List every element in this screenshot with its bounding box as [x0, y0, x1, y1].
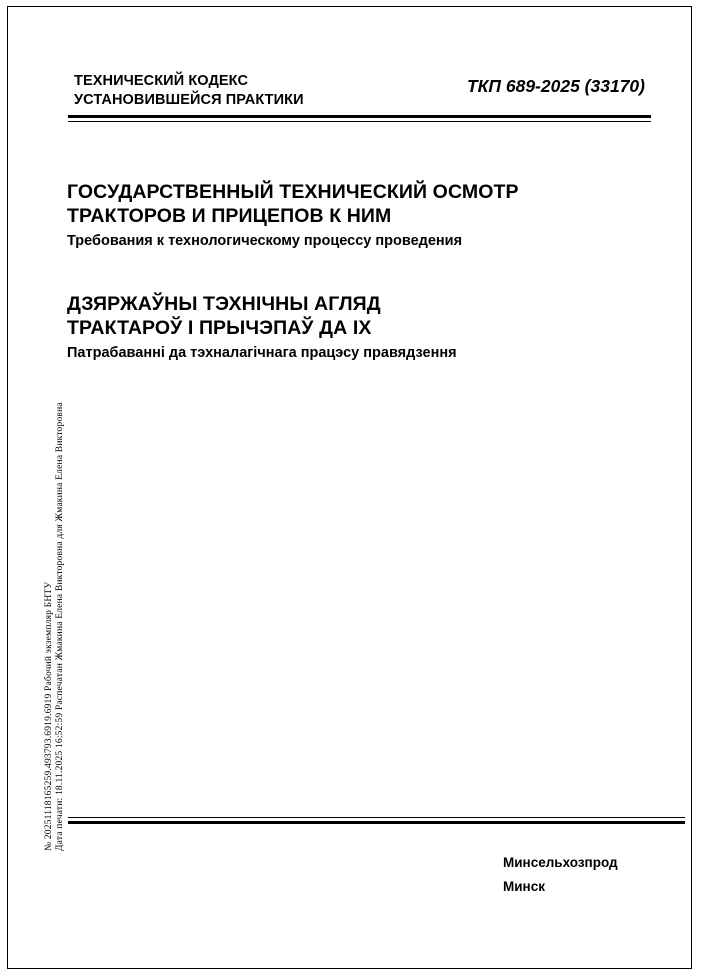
page-frame: [7, 6, 692, 969]
print-stamp-line1: № 20251118165259.493793.6919.6919 Рабочий экземпляр БНТУ: [44, 581, 54, 851]
document-type-line1: ТЕХНИЧЕСКИЙ КОДЕКС: [74, 73, 249, 89]
print-stamp: [44, 402, 66, 851]
header-rule-thick: [68, 115, 651, 118]
title-by-line1: ДЗЯРЖАЎНЫ ТЭХНІЧНЫ АГЛЯД: [67, 293, 381, 315]
print-stamp-line2: Дата печати: 18.11.2025 16:52:59 Распечатан Жмакина Елена Викторовна для Жмакина Елена Викторовна: [55, 402, 65, 851]
document-type-line2: УСТАНОВИВШЕЙСЯ ПРАКТИКИ: [74, 92, 304, 108]
document-code: ТКП 689-2025 (33170): [466, 76, 645, 96]
document-type-header: [74, 72, 304, 110]
title-russian: [67, 180, 519, 250]
subtitle-by: Патрабаванні да тэхналагічнага працэсу правядзення: [67, 345, 457, 361]
title-ru-line1: ГОСУДАРСТВЕННЫЙ ТЕХНИЧЕСКИЙ ОСМОТР: [67, 181, 519, 203]
subtitle-ru: Требования к технологическому процессу проведения: [67, 233, 463, 249]
publisher-block: [503, 851, 618, 899]
title-belarusian: [67, 292, 457, 362]
publisher-name: Минсельхозпрод: [503, 855, 618, 870]
footer-rule-thin: [68, 817, 685, 818]
footer-rule-thick: [68, 821, 685, 824]
title-ru-line2: ТРАКТОРОВ И ПРИЦЕПОВ К НИМ: [67, 205, 392, 227]
title-by-line2: ТРАКТАРОЎ І ПРЫЧЭПАЎ ДА ІХ: [67, 317, 372, 339]
header-rule-thin: [68, 121, 651, 122]
publisher-city: Минск: [503, 879, 545, 894]
